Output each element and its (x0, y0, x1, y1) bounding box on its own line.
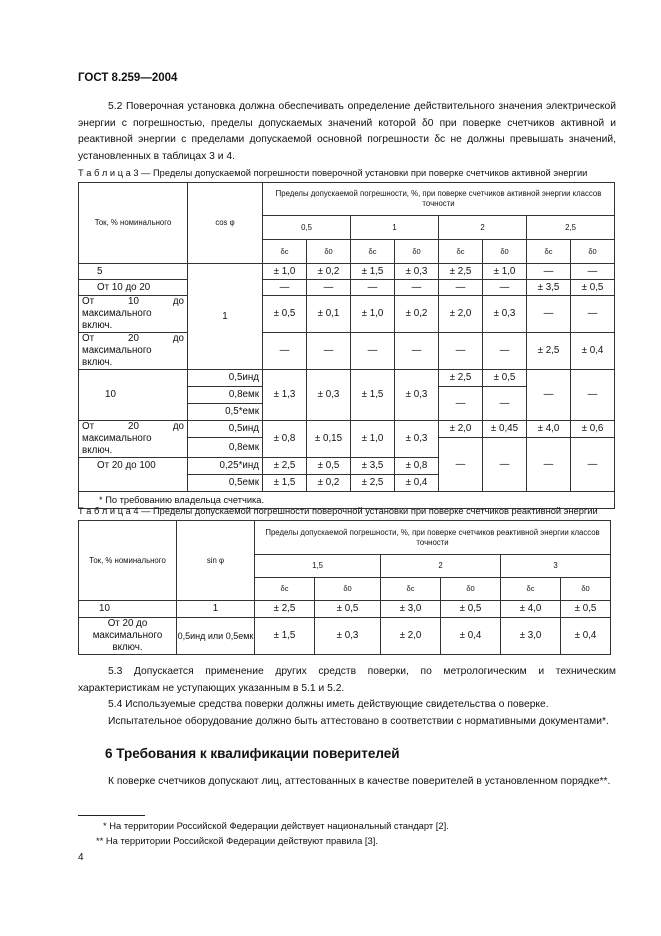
table-row: 0,5*емк (79, 404, 615, 421)
footnote-2: ** На территории Российской Федерации действуют правила [3]. (96, 835, 378, 846)
t3-sub: δc (439, 240, 483, 264)
table-row: 0,8емк — — (79, 387, 615, 404)
table-row: От 10 до 20 — — — — — — ± 3,5 ± 0,5 (79, 280, 615, 296)
page-number: 4 (78, 852, 84, 863)
t3-sub: δc (351, 240, 395, 264)
paragraph-5-5: Испытательное оборудование должно быть аттестовано в соответствии с нормативными документами*. (108, 716, 609, 727)
t3-sub: δ0 (395, 240, 439, 264)
table-4-caption: Т а б л и ц а 4 — Пределы допускаемой погрешности поверочной установки при поверке счетчиков реактивной энергии (78, 506, 598, 516)
footnote-1: * На территории Российской Федерации действует национальный стандарт [2]. (103, 820, 449, 831)
footnote-divider (78, 815, 145, 816)
table-row: От 20 до максимального включ. 0,5инд или 0,5емк ± 1,5 ± 0,3 ± 2,0 ± 0,4 ± 3,0 ± 0,4 (79, 618, 611, 655)
paragraph-6-1: К поверке счетчиков допускают лиц, аттестованных в качестве поверителей в установленном порядке**. (108, 776, 611, 787)
t4-col-tok: Ток, % номинального (79, 521, 177, 601)
t4-sub: δ0 (561, 578, 611, 601)
document-header: ГОСТ 8.259—2004 (78, 72, 178, 84)
table-3 (78, 182, 615, 509)
t4-sub: δ0 (441, 578, 501, 601)
t3-class: 0,5 (263, 216, 351, 240)
section-6-heading: 6 Требования к квалификации поверителей (105, 746, 400, 761)
t4-class: 3 (501, 555, 611, 578)
t4-sub: δ0 (315, 578, 381, 601)
t4-class: 2 (381, 555, 501, 578)
table-4 (78, 520, 611, 655)
table-3-caption: Т а б л и ц а 3 — Пределы допускаемой погрешности поверочной установки при поверке счетчиков активной энергии (78, 168, 588, 178)
t4-sub: δc (381, 578, 441, 601)
t3-group-header: Пределы допускаемой погрешности, %, при поверке счетчиков активной энергии классов точности (263, 183, 615, 216)
t3-class: 1 (351, 216, 439, 240)
t3-sub: δ0 (571, 240, 615, 264)
table-row: 5 1 ± 1,0 ± 0,2 ± 1,5 ± 0,3 ± 2,5 ± 1,0 — — (79, 264, 615, 280)
t4-class: 1,5 (255, 555, 381, 578)
paragraph-5-3: 5.3 Допускается применение других средств поверки, по метрологическим и техническим характеристикам не уступающих указанным в 5.1 и 5.2. (78, 666, 616, 694)
t3-col-tok: Ток, % номинального (79, 183, 188, 264)
t4-sub: δc (501, 578, 561, 601)
paragraph-5-4: 5.4 Используемые средства поверки должны иметь действующие свидетельства о поверке. (108, 699, 549, 710)
t3-cos-1: 1 (188, 264, 263, 370)
t3-col-cos: cos φ (188, 183, 263, 264)
table-row: 0,8емк — — — — (79, 438, 615, 458)
t4-group-header: Пределы допускаемой погрешности, %, при поверке счетчиков реактивной энергии классов точности (255, 521, 611, 555)
t4-sub: δc (255, 578, 315, 601)
t3-sub: δ0 (483, 240, 527, 264)
t3-class: 2,5 (527, 216, 615, 240)
table-row: 10 1 ± 2,5 ± 0,5 ± 3,0 ± 0,5 ± 4,0 ± 0,5 (79, 601, 611, 618)
table-row: От 20 до 100 0,25*инд ± 2,5 ± 0,5 ± 3,5 ± 0,8 (79, 458, 615, 475)
t3-sub: δc (263, 240, 307, 264)
t3-footnote: * По требованию владельца счетчика. (79, 492, 615, 509)
table-row: От 10 до максимального включ. ± 0,5 ± 0,1 ± 1,0 ± 0,2 ± 2,0 ± 0,3 — — (79, 296, 615, 333)
table-row: От 20 до максимального включ. 0,5инд ± 0,8 ± 0,15 ± 1,0 ± 0,3 ± 2,0 ± 0,45 ± 4,0 ± 0,6 (79, 421, 615, 438)
table-row: 0,5емк ± 1,5 ± 0,2 ± 2,5 ± 0,4 (79, 475, 615, 492)
paragraph-5-2: 5.2 Поверочная установка должна обеспечивать определение действительного значения электрической энергии с погрешностью, пределы допускаемых значений которой δ0 при поверке счетчиков активной и реактивной энергии с пределами допускаемой основной погрешности δс не должны превышать значений, установленных в таблицах 3 и 4. (78, 101, 616, 162)
t3-sub: δ0 (307, 240, 351, 264)
t3-sub: δc (527, 240, 571, 264)
t4-col-sin: sin φ (177, 521, 255, 601)
t3-class: 2 (439, 216, 527, 240)
table-row: От 20 до максимального включ. — — — — — — ± 2,5 ± 0,4 (79, 333, 615, 370)
table-row: 10 0,5инд ± 1,3 ± 0,3 ± 1,5 ± 0,3 ± 2,5 ± 0,5 — — (79, 370, 615, 387)
